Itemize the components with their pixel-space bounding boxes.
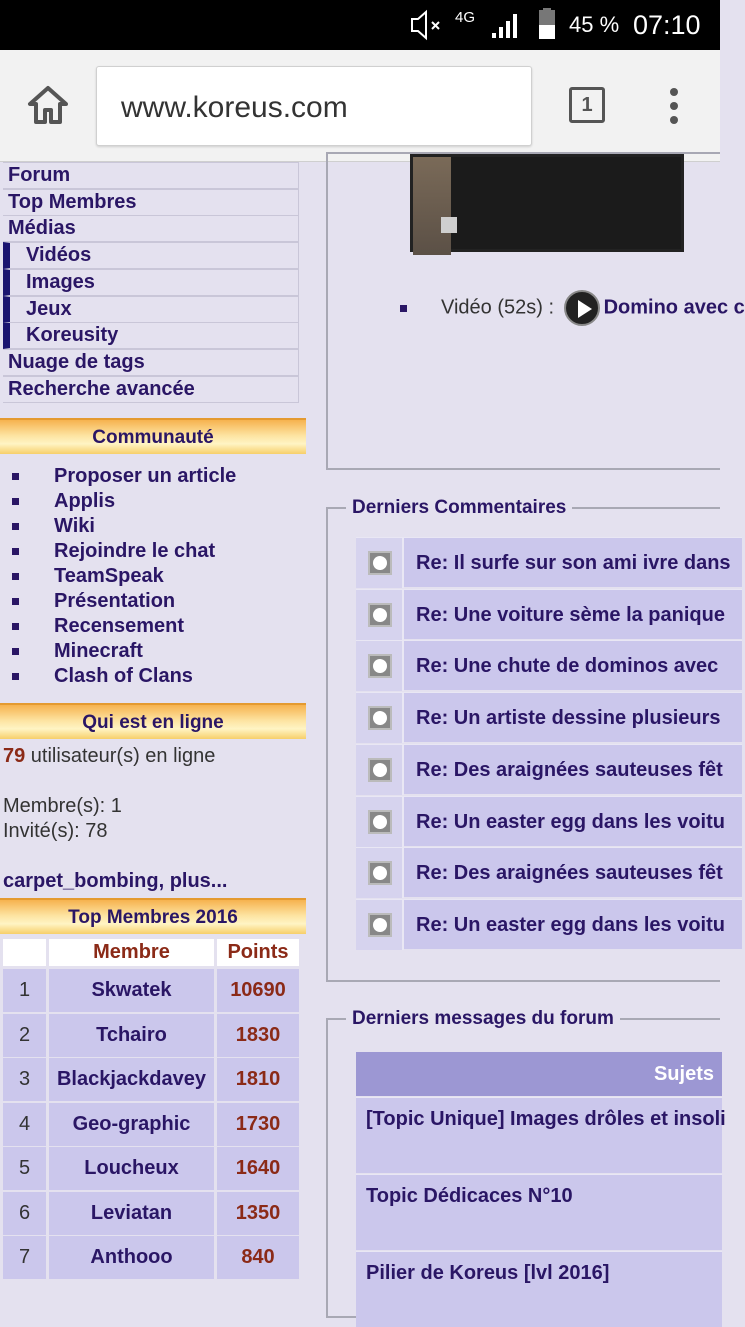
list-bullet bbox=[12, 648, 19, 655]
battery-percent: 45 % bbox=[569, 12, 620, 37]
community-link[interactable]: Clash of Clans bbox=[54, 665, 193, 687]
table-row bbox=[3, 1192, 299, 1235]
list-bullet bbox=[12, 498, 19, 505]
video-thumbnail[interactable] bbox=[410, 154, 684, 252]
comment-item[interactable] bbox=[356, 899, 742, 949]
comment-link[interactable]: Re: Il surfe sur son ami ivre dans bbox=[416, 552, 731, 574]
member-name-link[interactable]: Anthooo bbox=[49, 1236, 214, 1279]
community-link[interactable]: Applis bbox=[54, 490, 116, 512]
list-bullet bbox=[12, 673, 19, 680]
community-link[interactable]: Wiki bbox=[54, 515, 95, 537]
sidebar-item-0[interactable]: Forum bbox=[3, 162, 299, 189]
video-block bbox=[326, 152, 745, 470]
table-header-member: Membre bbox=[49, 939, 214, 966]
clock: 07:10 bbox=[633, 10, 701, 40]
network-type: 4G bbox=[455, 9, 476, 26]
community-item[interactable] bbox=[0, 614, 300, 639]
member-points: 1830 bbox=[217, 1014, 299, 1057]
sidebar-item-8[interactable]: Recherche avancée bbox=[3, 376, 299, 403]
more-menu-icon[interactable] bbox=[664, 86, 684, 126]
online-count-suffix: utilisateur(s) en ligne bbox=[25, 745, 216, 767]
online-guests: Invité(s): 78 bbox=[3, 820, 108, 842]
member-rank: 3 bbox=[3, 1058, 46, 1101]
online-count: 79 bbox=[3, 745, 26, 767]
member-rank: 1 bbox=[3, 969, 46, 1012]
comment-link[interactable]: Re: Des araignées sauteuses fêt bbox=[416, 758, 723, 781]
table-row bbox=[3, 1147, 299, 1190]
community-item[interactable] bbox=[0, 564, 300, 589]
comment-link[interactable]: Re: Une chute de dominos avec bbox=[416, 655, 719, 678]
member-points: 1730 bbox=[217, 1103, 299, 1146]
video-item bbox=[400, 290, 745, 326]
member-rank: 5 bbox=[3, 1147, 46, 1190]
video-prefix: Vidéo (52s) : bbox=[441, 296, 555, 319]
comment-link[interactable]: Re: Un easter egg dans les voitu bbox=[416, 810, 725, 833]
comment-bullet-icon bbox=[356, 538, 404, 588]
comment-item[interactable] bbox=[356, 692, 742, 742]
list-bullet bbox=[12, 523, 19, 530]
comment-bullet-icon bbox=[356, 848, 404, 898]
member-name-link[interactable]: Skwatek bbox=[49, 969, 214, 1012]
sidebar-item-6[interactable]: Koreusity bbox=[3, 322, 299, 349]
comment-bullet-icon bbox=[356, 900, 404, 950]
table-row bbox=[3, 1236, 299, 1279]
browser-toolbar bbox=[0, 50, 720, 162]
community-item[interactable] bbox=[0, 464, 300, 489]
member-name-link[interactable]: Loucheux bbox=[49, 1147, 214, 1190]
community-link[interactable]: Rejoindre le chat bbox=[54, 540, 216, 562]
table-row bbox=[3, 969, 299, 1012]
comment-item[interactable] bbox=[356, 744, 742, 794]
member-name-link[interactable]: Blackjackdavey bbox=[49, 1058, 214, 1101]
member-name-link[interactable]: Geo-graphic bbox=[49, 1103, 214, 1146]
comment-item[interactable] bbox=[356, 847, 742, 897]
member-name-link[interactable]: Tchairo bbox=[49, 1014, 214, 1057]
comment-item[interactable] bbox=[356, 796, 742, 846]
member-points: 840 bbox=[217, 1236, 299, 1279]
video-title-link[interactable]: Domino avec c bbox=[603, 296, 745, 319]
list-bullet bbox=[12, 573, 19, 580]
comments-title: Derniers Commentaires bbox=[346, 496, 572, 520]
url-bar[interactable] bbox=[96, 66, 532, 146]
member-rank: 7 bbox=[3, 1236, 46, 1279]
sidebar-item-2[interactable]: Médias bbox=[3, 215, 299, 242]
forum-topic-row[interactable] bbox=[356, 1174, 722, 1250]
comment-link[interactable]: Re: Une voiture sème la panique bbox=[416, 603, 725, 626]
community-link[interactable]: Présentation bbox=[54, 590, 176, 612]
list-bullet bbox=[12, 623, 19, 630]
comment-item[interactable] bbox=[356, 589, 742, 639]
comment-link[interactable]: Re: Un easter egg dans les voitu bbox=[416, 913, 725, 936]
comment-item[interactable] bbox=[356, 537, 742, 587]
forum-topic-link[interactable]: Pilier de Koreus [lvl 2016] bbox=[366, 1262, 610, 1284]
sidebar-item-4[interactable]: Images bbox=[3, 269, 299, 296]
list-bullet bbox=[12, 548, 19, 555]
community-item[interactable] bbox=[0, 639, 300, 664]
member-points: 1810 bbox=[217, 1058, 299, 1101]
comment-bullet-icon bbox=[356, 693, 404, 743]
table-row bbox=[3, 1014, 299, 1057]
member-rank: 2 bbox=[3, 1014, 46, 1057]
community-link[interactable]: Recensement bbox=[54, 615, 185, 637]
member-points: 1640 bbox=[217, 1147, 299, 1190]
community-item[interactable] bbox=[0, 489, 300, 514]
status-bar bbox=[0, 0, 720, 50]
comment-link[interactable]: Re: Un artiste dessine plusieurs bbox=[416, 707, 721, 730]
forum-topic-link[interactable]: Topic Dédicaces N°10 bbox=[366, 1185, 573, 1207]
top-members-heading: Top Membres 2016 bbox=[0, 898, 306, 934]
online-members: Membre(s): 1 bbox=[3, 795, 122, 817]
member-rank: 4 bbox=[3, 1103, 46, 1146]
online-users-line bbox=[3, 870, 227, 893]
community-link[interactable]: TeamSpeak bbox=[54, 565, 164, 587]
comments-block bbox=[326, 497, 731, 982]
forum-topic-link[interactable]: [Topic Unique] Images drôles et insoli bbox=[366, 1108, 726, 1130]
community-link[interactable]: Proposer un article bbox=[54, 465, 237, 487]
signal-icon bbox=[490, 0, 524, 50]
list-bullet bbox=[12, 473, 19, 480]
forum-title: Derniers messages du forum bbox=[346, 1007, 620, 1031]
online-user-link[interactable]: carpet_bombing bbox=[3, 870, 159, 892]
table-row bbox=[3, 1103, 299, 1146]
forum-subjects-header: Sujets bbox=[356, 1052, 722, 1096]
table-header-rank bbox=[3, 939, 46, 966]
comment-bullet-icon bbox=[356, 797, 404, 847]
community-item[interactable] bbox=[0, 539, 300, 564]
sidebar-item-7[interactable]: Nuage de tags bbox=[3, 349, 299, 376]
member-points: 10690 bbox=[217, 969, 299, 1012]
main-column bbox=[306, 162, 745, 1284]
comment-bullet-icon bbox=[356, 641, 404, 691]
community-item[interactable] bbox=[0, 589, 300, 614]
community-link[interactable]: Minecraft bbox=[54, 640, 143, 662]
table-header-points: Points bbox=[217, 939, 299, 966]
forum-block bbox=[326, 1008, 726, 1318]
online-heading: Qui est en ligne bbox=[0, 703, 306, 739]
comment-bullet-icon bbox=[356, 745, 404, 795]
member-rank: 6 bbox=[3, 1192, 46, 1235]
sidebar-item-1[interactable]: Top Membres bbox=[3, 189, 299, 216]
comment-bullet-icon bbox=[356, 590, 404, 640]
url-text: www.koreus.com bbox=[121, 91, 348, 124]
tab-switcher-button[interactable]: 1 bbox=[569, 87, 605, 123]
list-bullet bbox=[12, 598, 19, 605]
forum-topic-row[interactable] bbox=[356, 1097, 726, 1173]
list-bullet bbox=[400, 305, 407, 312]
table-row bbox=[3, 1058, 299, 1101]
page-content bbox=[0, 162, 745, 1284]
sidebar bbox=[0, 162, 306, 1280]
comment-link[interactable]: Re: Des araignées sauteuses fêt bbox=[416, 862, 723, 885]
community-item[interactable] bbox=[0, 514, 300, 539]
community-heading: Communauté bbox=[0, 418, 306, 454]
forum-topic-row[interactable] bbox=[356, 1251, 722, 1327]
community-item[interactable] bbox=[0, 664, 300, 689]
online-count-line bbox=[3, 745, 215, 768]
home-icon[interactable] bbox=[22, 82, 74, 130]
battery-icon bbox=[536, 0, 558, 50]
sidebar-item-5[interactable]: Jeux bbox=[3, 296, 299, 323]
member-name-link[interactable]: Leviatan bbox=[49, 1192, 214, 1235]
member-points: 1350 bbox=[217, 1192, 299, 1235]
online-more-link[interactable]: , plus... bbox=[158, 870, 228, 892]
sidebar-item-3[interactable]: Vidéos bbox=[3, 242, 299, 269]
comment-item[interactable] bbox=[356, 640, 742, 690]
mute-icon bbox=[408, 0, 444, 50]
play-icon[interactable] bbox=[564, 290, 600, 326]
